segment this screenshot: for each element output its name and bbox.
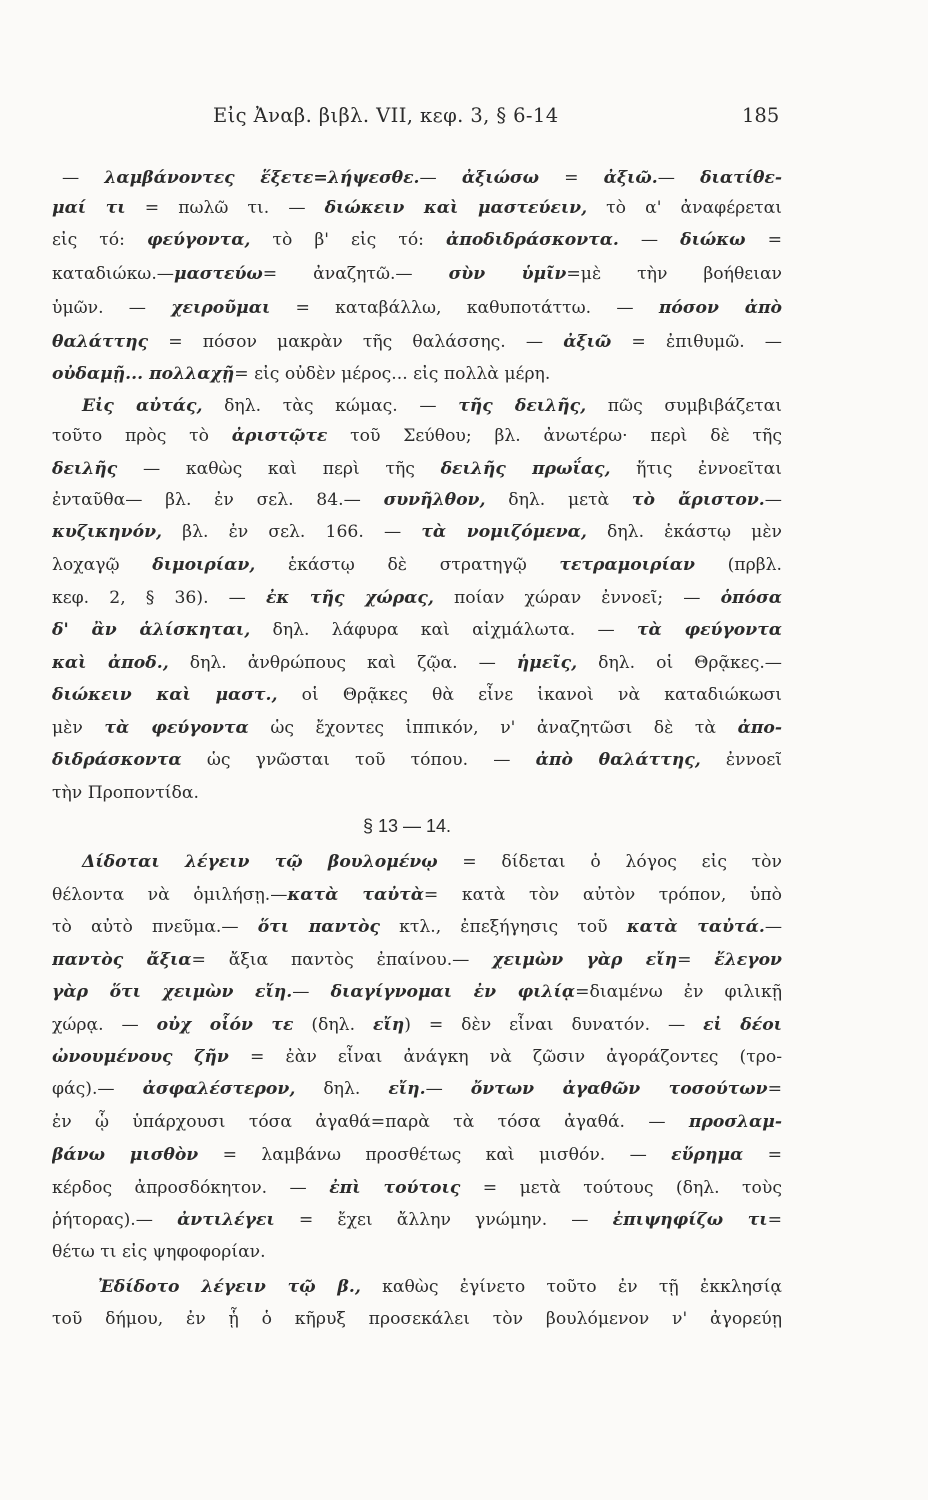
lemma: διαγίγνομαι ἐν φιλίᾳ [330, 982, 576, 1002]
text-line [52, 488, 782, 516]
text-line [52, 457, 782, 485]
text-line [52, 1208, 782, 1236]
gloss: = μετὰ τούτους (δηλ. τοὺς [460, 1178, 782, 1198]
gloss: = [767, 1210, 782, 1230]
text-line [52, 166, 782, 194]
gloss: ὡς γνῶσται τοῦ τόπου. — [181, 750, 536, 770]
lemma: συνῆλθον, [383, 490, 486, 510]
gloss: ὑμῶν. — [52, 298, 172, 318]
gloss: λοχαγῷ [52, 555, 153, 575]
text-line [52, 1275, 782, 1303]
running-header [0, 104, 928, 138]
lemma: Ἐδίδοτο λέγειν τῷ β., [98, 1277, 361, 1297]
text-line [52, 330, 782, 358]
lemma: παντὸς ἄξια [52, 950, 192, 970]
text-line [52, 228, 782, 256]
gloss: τὴν Προποντίδα. [52, 783, 199, 803]
gloss: = πωλῶ τι. — [125, 198, 325, 218]
lemma: ἐκ τῆς χώρας, [265, 588, 434, 608]
lemma: χειμὼν γὰρ εἴη [492, 950, 678, 970]
gloss: = εἰς οὐδὲν μέρος... εἰς πολλὰ μέρη. [234, 364, 551, 384]
gloss: = [743, 1145, 782, 1165]
gloss: — καθὼς καὶ περὶ τῆς [117, 459, 441, 479]
gloss: = ἐπιθυμῶ. — [611, 332, 782, 352]
gloss: = πόσον μακρὰν τῆς θαλάσσης. — [148, 332, 564, 352]
text-line [52, 748, 782, 776]
lemma: ὠνουμένους ζῆν [52, 1047, 229, 1067]
gloss: ἐνταῦθα— βλ. ἐν σελ. 84.— [52, 490, 384, 510]
gloss: = δίδεται ὁ λόγος εἰς τὸν [437, 852, 782, 872]
gloss: = ἄξια παντὸς ἐπαίνου.— [191, 950, 493, 970]
lemma: οὐδαμῇ... πολλαχῇ [52, 364, 235, 384]
lemma: τετραμοιρίαν [559, 555, 695, 575]
lemma: οὐχ οἷόν τε [156, 1015, 294, 1035]
text-line [52, 1240, 782, 1268]
lemma: διατίθε- [700, 168, 782, 188]
gloss: δηλ. [295, 1079, 389, 1099]
gloss: τοῦ Σεύθου; βλ. ἀνωτέρω· περὶ δὲ τῆς [327, 426, 782, 446]
gloss: δηλ. τὰς κώμας. — [202, 396, 459, 416]
gloss: = ἐὰν εἶναι ἀνάγκη νὰ ζῶσιν ἀγοράζοντες (τρο- [228, 1047, 782, 1067]
lemma: ἀντιλέγει [177, 1210, 275, 1230]
gloss: θέλοντα νὰ ὁμιλήσῃ.— [52, 885, 288, 905]
lemma: τῆς δειλῆς, [458, 396, 587, 416]
gloss: τὸ α' ἀναφέρεται [587, 198, 782, 218]
page-number: 185 [742, 104, 780, 127]
lemma: ἔλεγον [714, 950, 782, 970]
gloss: § 13 — 14. [362, 816, 452, 836]
text-line [52, 618, 782, 646]
gloss: κτλ., ἐπεξήγησις τοῦ [379, 917, 627, 937]
gloss: — [764, 917, 782, 937]
running-title: Εἰς Ἀναβ. βιβλ. VII, κεφ. 3, § 6-14 [213, 104, 559, 127]
text-line [52, 520, 782, 548]
lemma: εὕρημα [671, 1145, 744, 1165]
lemma: μαί τι [52, 198, 126, 218]
gloss: ἐν ᾧ ὑπάρχουσι τόσα ἀγαθά=παρὰ τὰ τόσα ἀγαθά. — [52, 1112, 689, 1132]
lemma: τὰ φεύγοντα [104, 718, 249, 738]
gloss: βλ. ἐν σελ. 166. — [161, 522, 422, 542]
lemma: προσλαμ- [688, 1112, 782, 1132]
gloss: δηλ. ἀνθρώπους καὶ ζῷα. — [168, 653, 517, 673]
text-line [52, 1013, 782, 1041]
lemma: λαμβάνοντες ἕξετε=λήψεσθε. [104, 168, 420, 188]
gloss: καθὼς ἐγίνετο τοῦτο ἐν τῇ ἐκκλησίᾳ [360, 1277, 782, 1297]
text-line [52, 980, 782, 1008]
gloss: — [62, 168, 105, 188]
gloss: κέρδος ἀπροσδόκητον. — [52, 1178, 330, 1198]
gloss: τὸ β' εἰς τό: [250, 230, 447, 250]
lemma: ἀξιῶ [563, 332, 612, 352]
lemma: εἴη [372, 1015, 405, 1035]
lemma: κατὰ ταὐτὰ [287, 885, 424, 905]
lemma: γὰρ ὅτι χειμὼν εἴη. [52, 982, 293, 1002]
lemma: δειλῆς [52, 459, 118, 479]
text-line [52, 1077, 782, 1105]
text-line [52, 883, 782, 911]
gloss: δηλ. οἱ Θρᾷκες.— [577, 653, 782, 673]
text-line [52, 262, 782, 290]
text-line [52, 196, 782, 224]
lemma: διώκω [680, 230, 746, 250]
gloss: ῥήτορας).— [52, 1210, 178, 1230]
text-line [52, 1176, 782, 1204]
gloss: — [764, 490, 782, 510]
lemma: καὶ ἀποδ., [52, 653, 169, 673]
lemma: τὰ νομιζόμενα, [421, 522, 587, 542]
lemma: ὄντων ἀγαθῶν τοσούτων [470, 1079, 768, 1099]
lemma: εἰ δέοι [703, 1015, 782, 1035]
lemma: διώκειν καὶ μαστεύειν, [324, 198, 588, 218]
lemma: ἡμεῖς, [516, 653, 578, 673]
gloss: =μὲ τὴν βοήθειαν [566, 264, 782, 284]
lemma: ἀξιώσω [461, 168, 539, 188]
lemma: κατὰ ταὐτά. [626, 917, 765, 937]
lemma: διδράσκοντα [52, 750, 182, 770]
gloss: φάς).— [52, 1079, 143, 1099]
gloss: (πρβλ. [694, 555, 782, 575]
gloss: ) = δὲν εἶναι δυνατόν. — [404, 1015, 704, 1035]
gloss: εἰς τό: [52, 230, 147, 250]
lemma: δειλῆς πρωΐας, [440, 459, 611, 479]
lemma: φεύγοντα, [146, 230, 251, 250]
text-line [52, 424, 782, 452]
lemma: ὁπόσα [720, 588, 782, 608]
text-line [52, 553, 782, 581]
gloss: μὲν [52, 718, 105, 738]
lemma: ἐπιψηφίζω τι [612, 1210, 768, 1230]
lemma: τὸ ἄριστον. [631, 490, 765, 510]
lemma: τὰ φεύγοντα [636, 620, 782, 640]
lemma: πόσον ἀπὸ [658, 298, 782, 318]
gloss: πῶς συμβιβάζεται [586, 396, 782, 416]
gloss: τὸ αὐτὸ πνεῦμα.— [52, 917, 258, 937]
gloss: δηλ. ἑκάστῳ μὲν [586, 522, 782, 542]
text-line [52, 850, 782, 878]
gloss: = [677, 950, 715, 970]
gloss: — [292, 982, 331, 1002]
gloss: =διαμένω ἐν φιλικῇ [575, 982, 782, 1002]
lemma: ἀπο- [737, 718, 782, 738]
text-line [52, 683, 782, 711]
gloss: = ἔχει ἄλλην γνώμην. — [274, 1210, 613, 1230]
lemma: θαλάττης [52, 332, 149, 352]
lemma: δ' ἂν ἁλίσκηται, [52, 620, 251, 640]
gloss: χώρᾳ. — [52, 1015, 157, 1035]
gloss: δηλ. μετὰ [485, 490, 632, 510]
gloss: — [419, 168, 462, 188]
lemma: εἴη. [388, 1079, 426, 1099]
lemma: ἀσφαλέστερον, [142, 1079, 296, 1099]
lemma: ὅτι παντὸς [257, 917, 380, 937]
text-line [52, 716, 782, 744]
lemma: χειροῦμαι [171, 298, 271, 318]
gloss: τοῦτο πρὸς τὸ [52, 426, 232, 446]
gloss: = [767, 1079, 782, 1099]
text-line [52, 915, 782, 943]
text-line [52, 394, 782, 422]
gloss: — [657, 168, 701, 188]
text-line [52, 1110, 782, 1138]
gloss: — [425, 1079, 471, 1099]
lemma: Εἰς αὐτάς, [82, 396, 203, 416]
text-line [52, 651, 782, 679]
gloss: — [618, 230, 681, 250]
section-heading [42, 814, 772, 842]
lemma: σὺν ὑμῖν [448, 264, 567, 284]
gloss: = [745, 230, 782, 250]
lemma: Δίδοται λέγειν τῷ βουλομένῳ [82, 852, 438, 872]
lemma: ἐπὶ τούτοις [329, 1178, 461, 1198]
gloss: κεφ. 2, § 36). — [52, 588, 266, 608]
text-line [52, 1307, 782, 1335]
lemma: διώκειν καὶ μαστ., [52, 685, 278, 705]
gloss: (δηλ. [293, 1015, 373, 1035]
text-line [52, 1045, 782, 1073]
lemma: βάνω μισθὸν [52, 1145, 199, 1165]
lemma: ἀπὸ θαλάττης, [535, 750, 701, 770]
gloss: ποίαν χώραν ἐννοεῖ; — [433, 588, 721, 608]
text-line [52, 1143, 782, 1171]
gloss: οἱ Θρᾷκες θὰ εἶνε ἱκανοὶ νὰ καταδιώκωσι [277, 685, 782, 705]
gloss: καταδιώκω.— [52, 264, 174, 284]
lemma: διμοιρίαν, [152, 555, 256, 575]
gloss: ἥτις ἐννοεῖται [610, 459, 782, 479]
gloss: ἐννοεῖ [700, 750, 782, 770]
gloss: τοῦ δήμου, ἐν ᾗ ὁ κῆρυξ προσεκάλει τὸν βουλόμενον ν' ἀγορεύῃ [52, 1309, 782, 1329]
gloss: δηλ. λάφυρα καὶ αἰχμάλωτα. — [250, 620, 637, 640]
lemma: ἀποδιδράσκοντα. [446, 230, 619, 250]
gloss: ὡς ἔχοντες ἱππικόν, ν' ἀναζητῶσι δὲ τὰ [248, 718, 738, 738]
text-line [52, 362, 782, 390]
text-line [52, 781, 782, 809]
text-line [52, 296, 782, 324]
gloss: ἑκάστῳ δὲ στρατηγῷ [255, 555, 560, 575]
gloss: = λαμβάνω προσθέτως καὶ μισθόν. — [198, 1145, 672, 1165]
gloss: = [538, 168, 604, 188]
gloss: = κατὰ τὸν αὐτὸν τρόπον, ὑπὸ [423, 885, 782, 905]
lemma: κυζικηνόν, [52, 522, 162, 542]
gloss: θέτω τι εἰς ψηφοφορίαν. [52, 1242, 266, 1262]
text-line [52, 586, 782, 614]
lemma: ἀριστῷτε [231, 426, 328, 446]
lemma: μαστεύω [173, 264, 263, 284]
gloss: = καταβάλλω, καθυποτάττω. — [270, 298, 659, 318]
text-line [52, 948, 782, 976]
gloss: = ἀναζητῶ.— [262, 264, 449, 284]
lemma: ἀξιῶ. [603, 168, 658, 188]
